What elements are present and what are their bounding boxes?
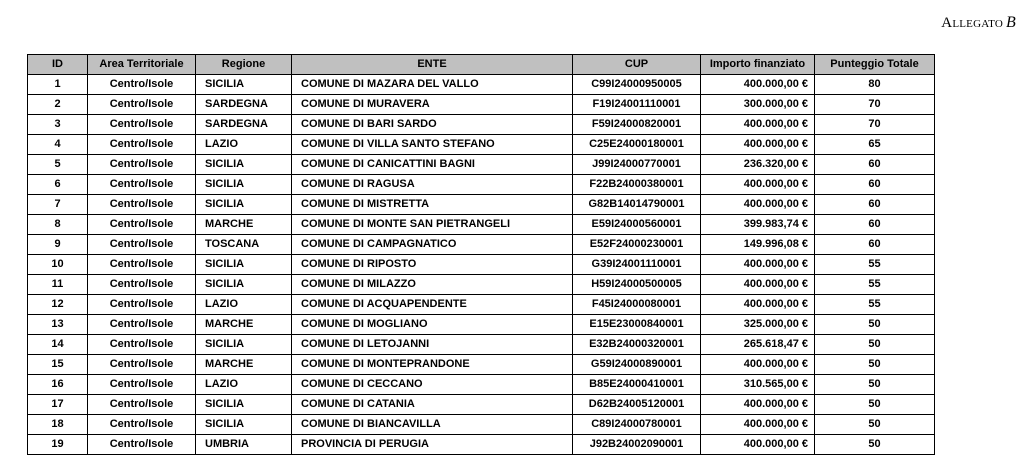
cell-ente: COMUNE DI BARI SARDO	[292, 115, 573, 135]
cell-ente: COMUNE DI MONTE SAN PIETRANGELI	[292, 215, 573, 235]
cell-id: 6	[28, 175, 88, 195]
cell-regione: SARDEGNA	[196, 95, 292, 115]
cell-cup: C99I24000950005	[573, 75, 701, 95]
cell-area-territoriale: Centro/Isole	[88, 315, 196, 335]
cell-id: 19	[28, 435, 88, 455]
header-importo-finanziato: Importo finanziato	[701, 55, 815, 75]
cell-id: 10	[28, 255, 88, 275]
table-row	[28, 395, 935, 415]
cell-id: 15	[28, 355, 88, 375]
cell-punteggio-totale: 50	[815, 395, 935, 415]
cell-importo-finanziato: 265.618,47 €	[701, 335, 815, 355]
cell-ente: COMUNE DI MONTEPRANDONE	[292, 355, 573, 375]
table-row	[28, 415, 935, 435]
cell-id: 5	[28, 155, 88, 175]
cell-id: 2	[28, 95, 88, 115]
cell-ente: COMUNE DI MAZARA DEL VALLO	[292, 75, 573, 95]
cell-cup: D62B24005120001	[573, 395, 701, 415]
cell-regione: SICILIA	[196, 415, 292, 435]
cell-id: 3	[28, 115, 88, 135]
cell-importo-finanziato: 400.000,00 €	[701, 295, 815, 315]
table-row	[28, 135, 935, 155]
cell-ente: COMUNE DI CANICATTINI BAGNI	[292, 155, 573, 175]
cell-area-territoriale: Centro/Isole	[88, 175, 196, 195]
cell-punteggio-totale: 70	[815, 95, 935, 115]
table-row	[28, 335, 935, 355]
cell-cup: E32B24000320001	[573, 335, 701, 355]
cell-regione: SICILIA	[196, 175, 292, 195]
table-row	[28, 195, 935, 215]
table-row	[28, 275, 935, 295]
cell-punteggio-totale: 50	[815, 335, 935, 355]
cell-area-territoriale: Centro/Isole	[88, 135, 196, 155]
header-punteggio-totale: Punteggio Totale	[815, 55, 935, 75]
cell-importo-finanziato: 236.320,00 €	[701, 155, 815, 175]
table-row	[28, 115, 935, 135]
header-regione: Regione	[196, 55, 292, 75]
cell-punteggio-totale: 50	[815, 375, 935, 395]
cell-punteggio-totale: 60	[815, 235, 935, 255]
cell-punteggio-totale: 55	[815, 255, 935, 275]
cell-punteggio-totale: 50	[815, 415, 935, 435]
cell-regione: MARCHE	[196, 355, 292, 375]
cell-cup: E52F24000230001	[573, 235, 701, 255]
allocation-table	[27, 54, 935, 455]
cell-area-territoriale: Centro/Isole	[88, 215, 196, 235]
cell-area-territoriale: Centro/Isole	[88, 95, 196, 115]
cell-cup: C25E24000180001	[573, 135, 701, 155]
cell-importo-finanziato: 400.000,00 €	[701, 75, 815, 95]
cell-area-territoriale: Centro/Isole	[88, 375, 196, 395]
table-row	[28, 315, 935, 335]
cell-importo-finanziato: 400.000,00 €	[701, 195, 815, 215]
cell-ente: COMUNE DI ACQUAPENDENTE	[292, 295, 573, 315]
cell-ente: PROVINCIA DI PERUGIA	[292, 435, 573, 455]
cell-regione: SARDEGNA	[196, 115, 292, 135]
allegato-label: Allegato	[941, 15, 1004, 31]
cell-cup: G59I24000890001	[573, 355, 701, 375]
cell-regione: SICILIA	[196, 275, 292, 295]
cell-cup: G82B14014790001	[573, 195, 701, 215]
cell-id: 17	[28, 395, 88, 415]
cell-punteggio-totale: 70	[815, 115, 935, 135]
header-cup: CUP	[573, 55, 701, 75]
cell-importo-finanziato: 400.000,00 €	[701, 395, 815, 415]
cell-area-territoriale: Centro/Isole	[88, 75, 196, 95]
cell-id: 1	[28, 75, 88, 95]
cell-id: 16	[28, 375, 88, 395]
cell-importo-finanziato: 149.996,08 €	[701, 235, 815, 255]
cell-importo-finanziato: 400.000,00 €	[701, 115, 815, 135]
table-row	[28, 175, 935, 195]
cell-area-territoriale: Centro/Isole	[88, 415, 196, 435]
table-row	[28, 95, 935, 115]
cell-importo-finanziato: 400.000,00 €	[701, 175, 815, 195]
cell-regione: MARCHE	[196, 315, 292, 335]
cell-cup: F45I24000080001	[573, 295, 701, 315]
cell-punteggio-totale: 80	[815, 75, 935, 95]
cell-importo-finanziato: 310.565,00 €	[701, 375, 815, 395]
cell-id: 9	[28, 235, 88, 255]
table-row	[28, 75, 935, 95]
cell-id: 4	[28, 135, 88, 155]
cell-punteggio-totale: 55	[815, 275, 935, 295]
table-row	[28, 235, 935, 255]
cell-ente: COMUNE DI LETOJANNI	[292, 335, 573, 355]
cell-cup: F19I24001110001	[573, 95, 701, 115]
cell-area-territoriale: Centro/Isole	[88, 435, 196, 455]
cell-area-territoriale: Centro/Isole	[88, 155, 196, 175]
cell-id: 13	[28, 315, 88, 335]
cell-id: 7	[28, 195, 88, 215]
cell-area-territoriale: Centro/Isole	[88, 395, 196, 415]
cell-regione: SICILIA	[196, 335, 292, 355]
table-body	[28, 75, 935, 455]
cell-id: 18	[28, 415, 88, 435]
cell-punteggio-totale: 65	[815, 135, 935, 155]
cell-area-territoriale: Centro/Isole	[88, 295, 196, 315]
header-id: ID	[28, 55, 88, 75]
cell-punteggio-totale: 55	[815, 295, 935, 315]
cell-ente: COMUNE DI RAGUSA	[292, 175, 573, 195]
cell-ente: COMUNE DI MOGLIANO	[292, 315, 573, 335]
cell-ente: COMUNE DI CATANIA	[292, 395, 573, 415]
cell-cup: F59I24000820001	[573, 115, 701, 135]
cell-cup: J92B24002090001	[573, 435, 701, 455]
cell-regione: SICILIA	[196, 255, 292, 275]
cell-regione: UMBRIA	[196, 435, 292, 455]
cell-area-territoriale: Centro/Isole	[88, 355, 196, 375]
cell-ente: COMUNE DI BIANCAVILLA	[292, 415, 573, 435]
cell-punteggio-totale: 50	[815, 355, 935, 375]
cell-importo-finanziato: 400.000,00 €	[701, 435, 815, 455]
cell-regione: LAZIO	[196, 295, 292, 315]
cell-ente: COMUNE DI MURAVERA	[292, 95, 573, 115]
table-row	[28, 375, 935, 395]
cell-cup: F22B24000380001	[573, 175, 701, 195]
cell-area-territoriale: Centro/Isole	[88, 115, 196, 135]
cell-ente: COMUNE DI VILLA SANTO STEFANO	[292, 135, 573, 155]
cell-cup: G39I24001110001	[573, 255, 701, 275]
cell-punteggio-totale: 60	[815, 155, 935, 175]
cell-punteggio-totale: 60	[815, 175, 935, 195]
table-row	[28, 295, 935, 315]
cell-ente: COMUNE DI RIPOSTO	[292, 255, 573, 275]
allegato-letter: B	[1006, 14, 1016, 31]
cell-id: 8	[28, 215, 88, 235]
cell-regione: MARCHE	[196, 215, 292, 235]
table-row	[28, 155, 935, 175]
cell-id: 12	[28, 295, 88, 315]
cell-importo-finanziato: 400.000,00 €	[701, 255, 815, 275]
cell-ente: COMUNE DI CECCANO	[292, 375, 573, 395]
table-row	[28, 215, 935, 235]
cell-punteggio-totale: 60	[815, 215, 935, 235]
cell-importo-finanziato: 300.000,00 €	[701, 95, 815, 115]
cell-area-territoriale: Centro/Isole	[88, 235, 196, 255]
cell-cup: J99I24000770001	[573, 155, 701, 175]
cell-cup: H59I24000500005	[573, 275, 701, 295]
cell-importo-finanziato: 325.000,00 €	[701, 315, 815, 335]
cell-importo-finanziato: 400.000,00 €	[701, 135, 815, 155]
cell-regione: LAZIO	[196, 135, 292, 155]
cell-ente: COMUNE DI CAMPAGNATICO	[292, 235, 573, 255]
cell-regione: LAZIO	[196, 375, 292, 395]
cell-ente: COMUNE DI MISTRETTA	[292, 195, 573, 215]
table-row	[28, 255, 935, 275]
cell-punteggio-totale: 60	[815, 195, 935, 215]
cell-cup: C89I24000780001	[573, 415, 701, 435]
cell-cup: B85E24000410001	[573, 375, 701, 395]
cell-importo-finanziato: 399.983,74 €	[701, 215, 815, 235]
cell-regione: SICILIA	[196, 75, 292, 95]
table-header-row	[28, 55, 935, 75]
cell-importo-finanziato: 400.000,00 €	[701, 355, 815, 375]
header-ente: ENTE	[292, 55, 573, 75]
cell-regione: SICILIA	[196, 395, 292, 415]
cell-area-territoriale: Centro/Isole	[88, 275, 196, 295]
cell-regione: TOSCANA	[196, 235, 292, 255]
cell-area-territoriale: Centro/Isole	[88, 255, 196, 275]
header-area-territoriale: Area Territoriale	[88, 55, 196, 75]
cell-cup: E15E23000840001	[573, 315, 701, 335]
cell-importo-finanziato: 400.000,00 €	[701, 415, 815, 435]
cell-ente: COMUNE DI MILAZZO	[292, 275, 573, 295]
cell-punteggio-totale: 50	[815, 435, 935, 455]
cell-cup: E59I24000560001	[573, 215, 701, 235]
cell-punteggio-totale: 50	[815, 315, 935, 335]
table-row	[28, 355, 935, 375]
cell-regione: SICILIA	[196, 155, 292, 175]
cell-id: 14	[28, 335, 88, 355]
cell-importo-finanziato: 400.000,00 €	[701, 275, 815, 295]
cell-regione: SICILIA	[196, 195, 292, 215]
cell-id: 11	[28, 275, 88, 295]
cell-area-territoriale: Centro/Isole	[88, 335, 196, 355]
table-row	[28, 435, 935, 455]
allegato-heading	[941, 14, 1016, 32]
cell-area-territoriale: Centro/Isole	[88, 195, 196, 215]
